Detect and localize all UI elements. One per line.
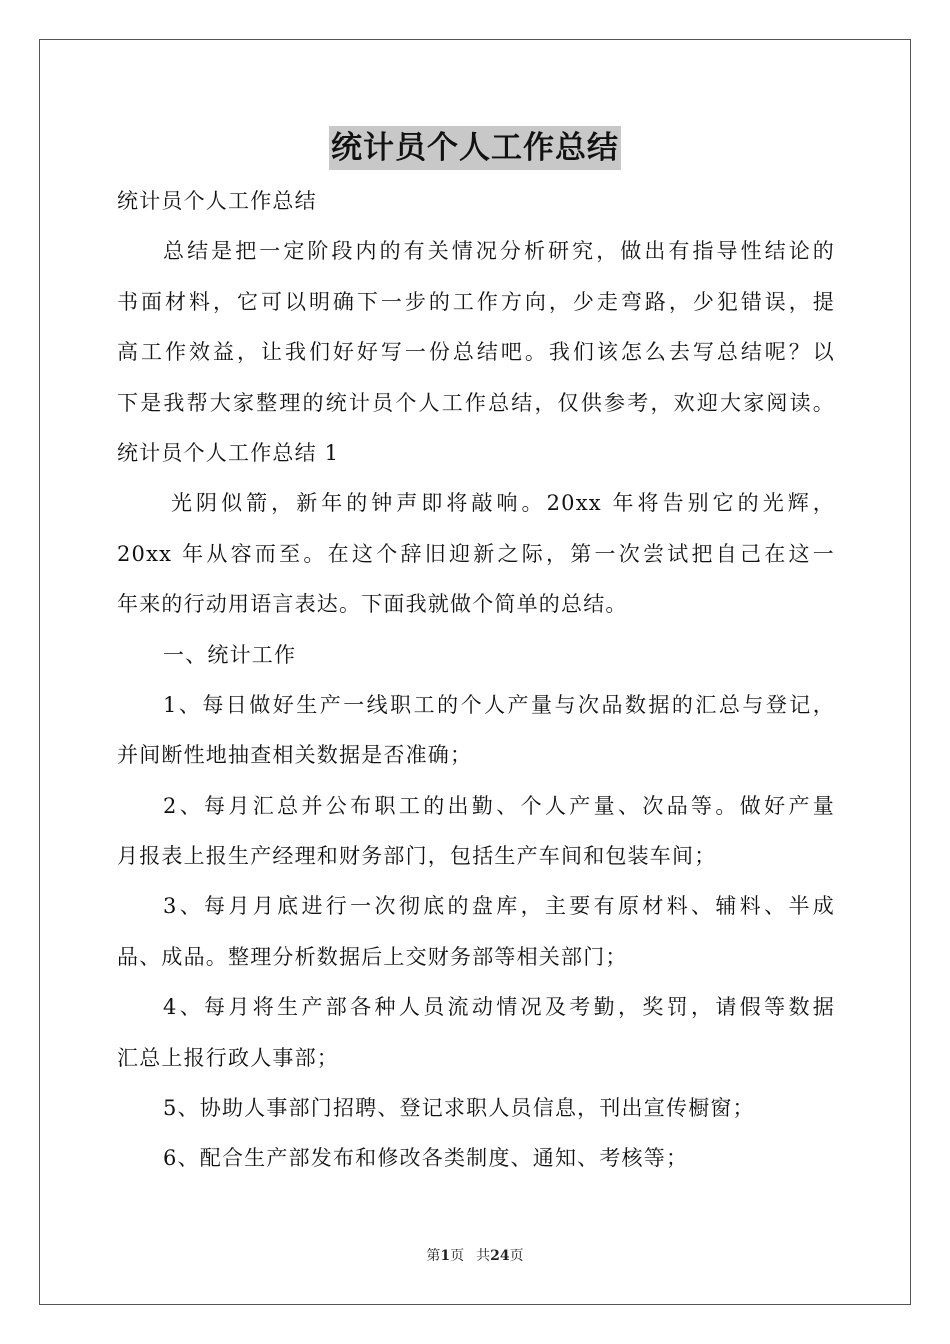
document-title: 统计员个人工作总结 bbox=[329, 126, 621, 170]
subsection-heading: 一、统计工作 bbox=[163, 642, 297, 667]
page-total: 24 bbox=[490, 1248, 510, 1264]
title-wrapper bbox=[0, 126, 950, 170]
paragraph-line: 书面材料，它可以明确下一步的工作方向，少走弯路，少犯错误，提 bbox=[117, 289, 835, 314]
page-prefix: 第 bbox=[426, 1248, 441, 1264]
list-item-line: 并间断性地抽查相关数据是否准确； bbox=[117, 743, 473, 768]
paragraph-line: 下是我帮大家整理的统计员个人工作总结，仅供参考，欢迎大家阅读。 bbox=[117, 390, 835, 415]
page-current: 1 bbox=[440, 1248, 451, 1264]
list-item-line: 月报表上报生产经理和财务部门，包括生产车间和包装车间； bbox=[117, 844, 717, 869]
page-footer bbox=[0, 1245, 950, 1265]
page-suffix: 页 bbox=[450, 1248, 465, 1264]
paragraph-line: 20xx 年从容而至。在这个辞旧迎新之际，第一次尝试把自己在这一 bbox=[117, 541, 835, 566]
subtitle-line: 统计员个人工作总结 bbox=[117, 189, 317, 213]
paragraph-line: 高工作效益，让我们好好写一份总结吧。我们该怎么去写总结呢？以 bbox=[117, 340, 835, 365]
list-item-line: 4、每月将生产部各种人员流动情况及考勤，奖罚，请假等数据 bbox=[163, 995, 835, 1020]
paragraph-line: 光阴似箭，新年的钟声即将敲响。20xx 年将告别它的光辉， bbox=[171, 491, 835, 516]
list-item-line: 品、成品。整理分析数据后上交财务部等相关部门； bbox=[117, 944, 628, 969]
paragraph-line: 年来的行动用语言表达。下面我就做个简单的总结。 bbox=[117, 592, 628, 617]
list-item-line: 3、每月月底进行一次彻底的盘库，主要有原材料、辅料、半成 bbox=[163, 894, 835, 919]
total-prefix: 共 bbox=[476, 1248, 491, 1264]
document-body bbox=[117, 176, 835, 1184]
list-item-line: 1、每日做好生产一线职工的个人产量与次品数据的汇总与登记， bbox=[163, 692, 835, 717]
list-item-line: 汇总上报行政人事部； bbox=[117, 1045, 339, 1070]
list-item-line: 5、协助人事部门招聘、登记求职人员信息，刊出宣传橱窗； bbox=[163, 1096, 755, 1121]
list-item-line: 2、每月汇总并公布职工的出勤、个人产量、次品等。做好产量 bbox=[163, 793, 835, 818]
list-item-line: 6、配合生产部发布和修改各类制度、通知、考核等； bbox=[163, 1146, 689, 1171]
paragraph-line: 总结是把一定阶段内的有关情况分析研究，做出有指导性结论的 bbox=[163, 239, 835, 264]
total-suffix: 页 bbox=[509, 1248, 524, 1264]
section-heading: 统计员个人工作总结 1 bbox=[117, 440, 340, 465]
